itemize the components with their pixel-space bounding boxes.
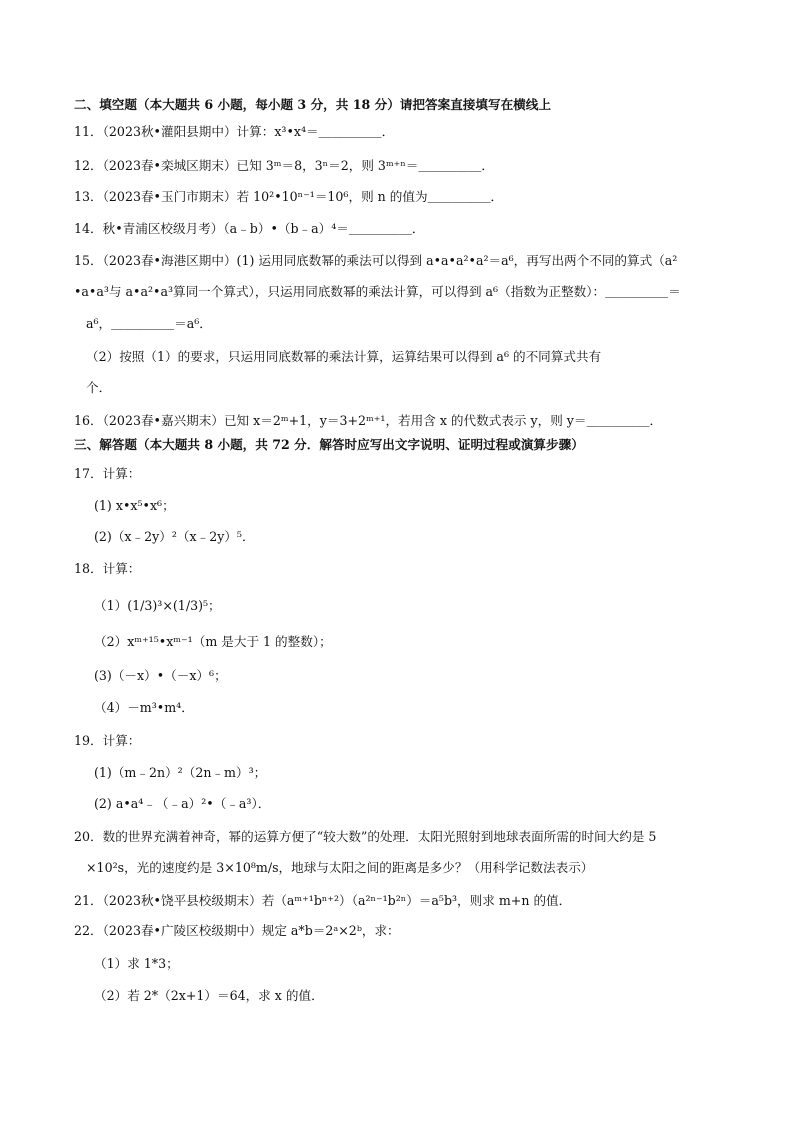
question-13: 13．（2023春•玉门市期末）若 10²•10ⁿ⁻¹＝10⁶，则 n 的值为＿＿＿＿＿． — [74, 189, 504, 204]
question-19-part-2: (2) a•a⁴﹣（﹣a）²•（﹣a³）． — [94, 796, 271, 811]
question-17-part-2: (2)（x﹣2y）²（x﹣2y）⁵． — [94, 529, 255, 544]
question-15-line-4: （2）按照（1）的要求，只运用同底数幂的乘法计算，运算结果可以得到 a⁶ 的不同算式共有 — [86, 349, 602, 364]
question-18-title: 18．计算： — [74, 561, 141, 576]
section-2-heading: 二、填空题（本大题共 6 小题，每小题 3 分，共 18 分）请把答案直接填写在横线上 — [74, 97, 551, 112]
question-17-part-1: (1) x•x⁵•x⁶； — [94, 498, 175, 513]
question-22-part-2: （2）若 2*（2x+1）＝64，求 x 的值． — [94, 988, 324, 1003]
question-15-line-5: 个． — [86, 380, 112, 395]
question-19-title: 19．计算： — [74, 733, 141, 748]
question-19-part-1: (1)（m﹣2n）²（2n﹣m）³； — [94, 765, 267, 780]
question-11: 11．（2023秋•灌阳县期中）计算：x³•x⁴＝＿＿＿＿＿． — [74, 124, 395, 139]
section-3-heading: 三、解答题（本大题共 8 小题，共 72 分．解答时应写出文字说明、证明过程或演算步骤） — [74, 437, 584, 452]
question-20-line-1: 20．数的世界充满着神奇，幂的运算方便了“较大数”的处理．太阳光照射到地球表面所需的时间大约是 5 — [74, 829, 657, 844]
question-15-line-2: •a•a³与 a•a²•a³算同一个算式），只运用同底数幂的乘法计算，可以得到 a⁶（指数为正整数）：＿＿＿＿＿＝ — [74, 284, 681, 299]
question-18-part-2: （2）xᵐ⁺¹⁵•xᵐ⁻¹（m 是大于 1 的整数）； — [94, 634, 332, 649]
question-21: 21．（2023秋•饶平县校级期末）若（aᵐ⁺¹bⁿ⁺²）（a²ⁿ⁻¹b²ⁿ）＝a⁵b³，则求 m+n 的值． — [74, 893, 572, 908]
question-22-part-1: （1）求 1*3； — [94, 956, 179, 971]
question-18-part-3: (3)（－x）•（－x）⁶； — [94, 668, 227, 683]
question-17-title: 17．计算： — [74, 466, 141, 481]
question-18-part-4: （4）－m³•m⁴． — [94, 700, 194, 715]
question-18-part-1: （1）(1/3)³×(1/3)⁵； — [94, 598, 221, 613]
question-22-title: 22．（2023春•广陵区校级期中）规定 a*b＝2ᵃ×2ᵇ，求： — [74, 923, 400, 938]
question-14: 14．秋•青浦区校级月考）（a﹣b）•（b﹣a）⁴＝＿＿＿＿＿． — [74, 221, 425, 236]
question-15-line-1: 15．（2023春•海港区期中）(1) 运用同底数幂的乘法可以得到 a•a•a²•a²＝a⁶，再写出两个不同的算式（a² — [74, 253, 678, 268]
question-20-line-2: ×10²s，光的速度约是 3×10⁸m/s，地球与太阳之间的距离是多少？（用科学记数法表示） — [86, 860, 594, 875]
question-15-line-3: a⁶，＿＿＿＿＿＝a⁶． — [86, 316, 212, 331]
question-12: 12．（2023春•栾城区期末）已知 3ᵐ＝8，3ⁿ＝2，则 3ᵐ⁺ⁿ＝＿＿＿＿＿． — [74, 158, 494, 173]
question-16: 16．（2023春•嘉兴期末）已知 x＝2ᵐ+1，y＝3+2ᵐ⁺¹，若用含 x 的代数式表示 y，则 y＝＿＿＿＿＿． — [74, 413, 663, 428]
